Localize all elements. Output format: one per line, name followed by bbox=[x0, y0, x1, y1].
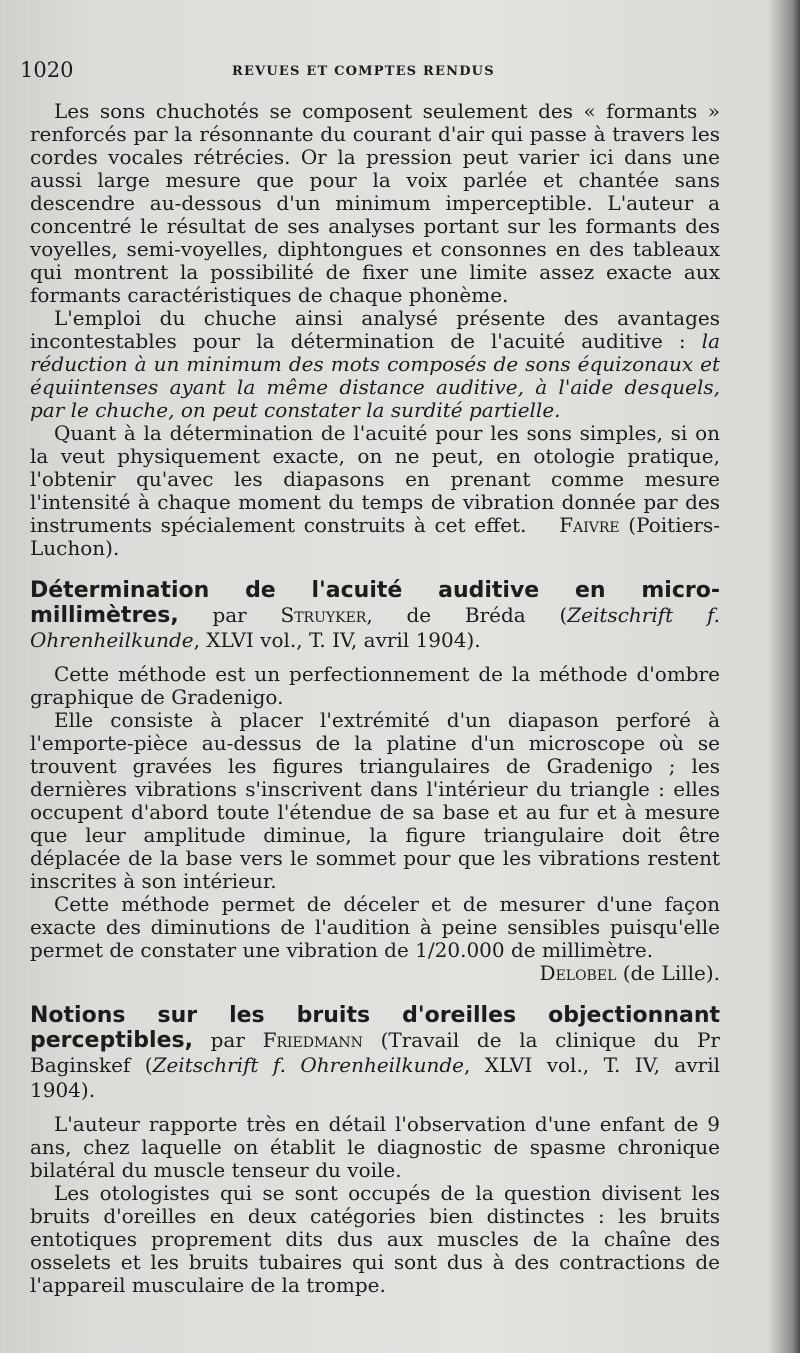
article2-title: Détermination de l'acuité auditive en micro-millimètres, bbox=[30, 578, 720, 628]
article2-heading bbox=[30, 578, 720, 653]
article2-journal: Zeitschrift f. Ohrenheilkunde bbox=[30, 603, 720, 652]
article2-ref: , XLVI vol., T. IV, avril 1904). bbox=[193, 628, 481, 652]
review1-paragraph-2-italic: la réduction à un minimum des mots composés de sons équizonaux et équiintenses ayant la même distance auditive, à l'aide desquels, par le chuche, on peut constater la surdité partielle. bbox=[30, 329, 720, 422]
article3-by: par bbox=[192, 1028, 263, 1052]
review1-paragraph-2-text: L'emploi du chuche ainsi analysé présente des avantages incontestables pour la détermination de l'acuité auditive : bbox=[30, 306, 720, 353]
page-header bbox=[20, 58, 720, 88]
article2-paragraph-3: Cette méthode permet de déceler et de mesurer d'une façon exacte des diminutions de l'audition à peine sensibles puisqu'elle permet de constater une vibration de 1/20.000 de millimètre. bbox=[30, 892, 720, 962]
article3-heading bbox=[30, 1003, 720, 1103]
article2-paragraph-1: Cette méthode est un perfectionnement de la méthode d'ombre graphique de Gradenigo. bbox=[30, 662, 720, 709]
page-body bbox=[30, 100, 720, 1297]
article3-paragraph-1: L'auteur rapporte très en détail l'observation d'une enfant de 9 ans, chez laquelle on établit le diagnostic de spasme chronique bilatéral du muscle tenseur du voile. bbox=[30, 1112, 720, 1182]
article3-place: (Travail de la clinique du Pr Baginskef ( bbox=[30, 1028, 720, 1077]
review1-paragraph-1: Les sons chuchotés se composent seulement des « formants » renforcés par la résonnante du courant d'air qui passe à travers les cordes vocales rétrécies. Or la pression peut varier ici dans une aussi large mesure que pour la voix parlée et chantée sans descendre au-dessous d'un minimum imperceptible. L'auteur a concentré le résultat de ses analyses portant sur les formants des voyelles, semi-voyelles, diphtongues et consonnes en des tableaux qui montrent la possibilité de fixer une limite assez exacte aux formants caractéristiques de chaque phonème. bbox=[30, 99, 720, 307]
article2-by: par bbox=[178, 603, 281, 627]
article3-title: Notions sur les bruits d'oreilles objectionnant perceptibles, bbox=[30, 1003, 720, 1053]
article3-ref: , XLVI vol., T. IV, avril 1904). bbox=[30, 1053, 720, 1102]
article2-author: Struyker bbox=[280, 603, 367, 627]
article2-place: , de Bréda ( bbox=[366, 603, 568, 627]
article3-author: Friedmann bbox=[262, 1028, 363, 1052]
article2-signature-place: (de Lille). bbox=[622, 961, 720, 985]
article3-journal: Zeitschrift f. Ohrenheilkunde bbox=[152, 1053, 464, 1077]
article3-paragraph-2: Les otologistes qui se sont occupés de la question divisent les bruits d'oreilles en deux catégories bien distinctes : les bruits entotiques proprement dits dus aux muscles de la chaîne des osselets et les bruits tubaires qui sont dus à des contractions de l'appareil musculaire de la trompe. bbox=[30, 1181, 720, 1297]
article2-paragraph-2: Elle consiste à placer l'extrémité d'un diapason perforé à l'emporte-pièce au-dessus de la platine d'un microscope où se trouvent gravées les figures triangulaires de Gradenigo ; les dernières vibrations s'inscrivent dans l'intérieur du triangle : elles occupent d'abord toute l'étendue de sa base et au fur et à mesure que leur amplitude diminue, la figure triangulaire doit être déplacée de la base vers le sommet pour que les vibrations restent inscrites à son intérieur. bbox=[30, 708, 720, 893]
page-number: 1020 bbox=[20, 58, 74, 82]
running-head: REVUES ET COMPTES RENDUS bbox=[232, 64, 495, 79]
article2-signature-name: Delobel bbox=[539, 961, 617, 985]
review1-paragraph-3-text: Quant à la détermination de l'acuité pour les sons simples, si on la veut physiquement exacte, on ne peut, en otologie pratique, l'obtenir qu'avec les diapasons en prenant comme mesure l'intensité à chaque moment du temps de vibration donnée par des instruments spécialement construits à cet effet. bbox=[30, 421, 720, 537]
review1-paragraph-3 bbox=[30, 422, 720, 560]
review1-paragraph-2 bbox=[30, 307, 720, 422]
review1-signature-place: (Poitiers-Luchon). bbox=[30, 513, 721, 560]
article2-signature bbox=[30, 962, 720, 985]
review1-signature-name: Faivre bbox=[559, 513, 620, 537]
